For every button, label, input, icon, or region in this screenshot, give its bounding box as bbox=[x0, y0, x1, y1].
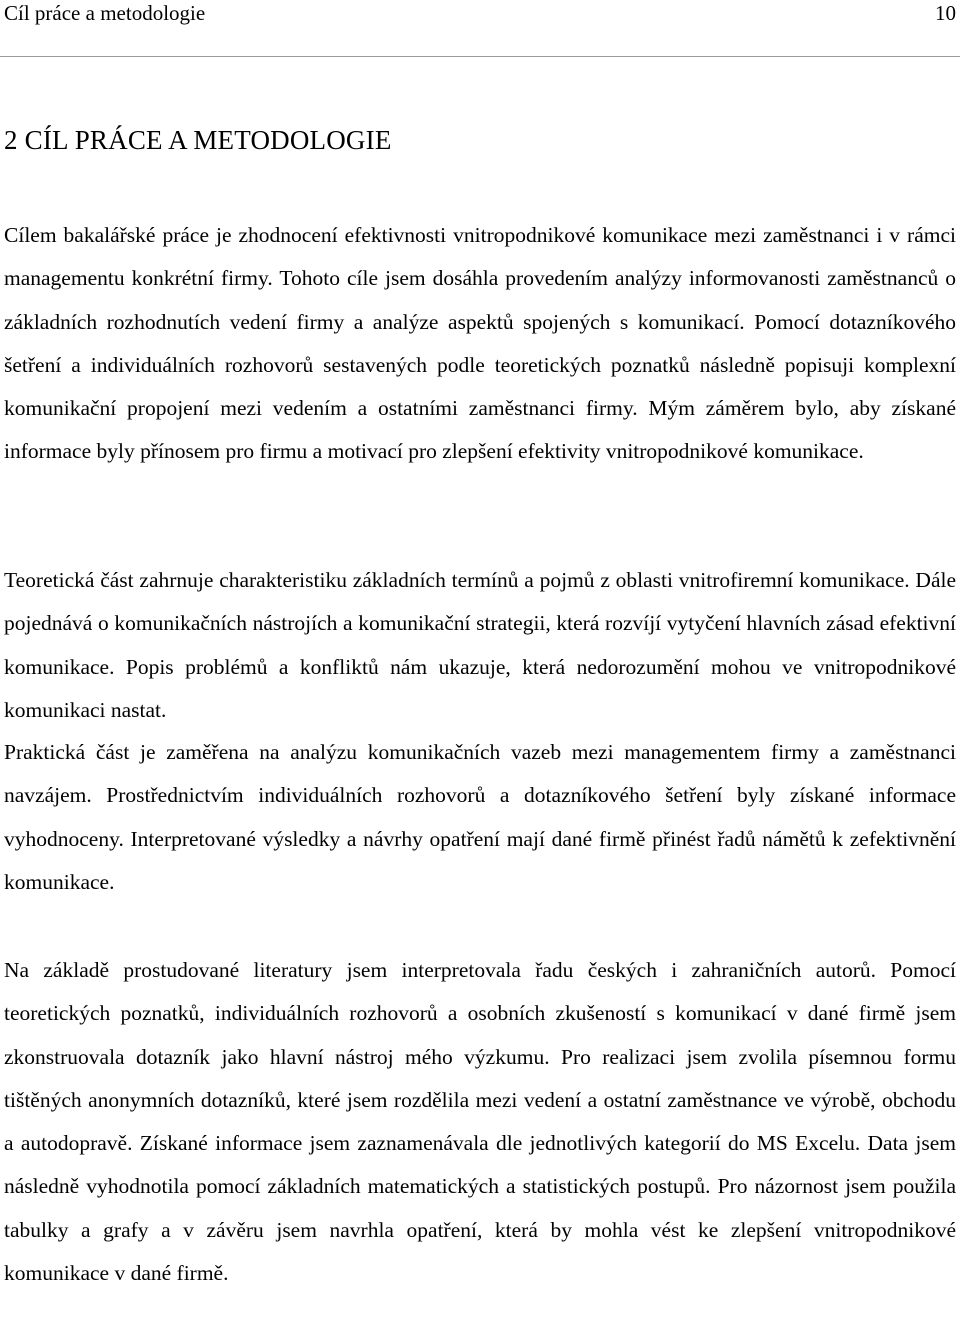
paragraph-theoretical-part: Teoretická část zahrnuje charakteristiku základních termínů a pojmů z oblasti vnitrofiremní komunikace. Dále pojednává o komunikačních nástrojích a komunikační strategii, která rozvíjí vytyčení hlavních zásad efektivní komunikace. Popis problémů a konfliktů nám ukazuje, která nedorozumění mohou ve vnitropodnikové komunikaci nastat. bbox=[4, 568, 956, 722]
chapter-heading: 2 CÍL PRÁCE A METODOLOGIE bbox=[4, 125, 392, 155]
running-header bbox=[4, 0, 956, 28]
page-number: 10 bbox=[935, 1, 956, 25]
paragraph-goal: Cílem bakalářské práce je zhodnocení efektivnosti vnitropodnikové komunikace mezi zaměstnanci i v rámci managementu konkrétní firmy. Tohoto cíle jsem dosáhla provedením analýzy informovanosti zaměstnanců o základních rozhodnutích vedení firmy a analýze aspektů spojených s komunikací. Pomocí dotazníkového šetření a individuálních rozhovorů sestavených podle teoretických poznatků následně popisuji komplexní komunikační propojení mezi vedením a ostatními zaměstnanci firmy. Mým záměrem bylo, aby získané informace byly přínosem pro firmu a motivací pro zlepšení efektivity vnitropodnikové komunikace. bbox=[4, 223, 956, 464]
running-header-title: Cíl práce a metodologie bbox=[4, 1, 206, 25]
header-divider bbox=[0, 56, 960, 57]
paragraph-practical-part: Praktická část je zaměřena na analýzu komunikačních vazeb mezi managementem firmy a zaměstnanci navzájem. Prostřednictvím individuálních rozhovorů a dotazníkového šetření byly získané informace vyhodnoceny. Interpretované výsledky a návrhy opatření mají dané firmě přinést řadů námětů k zefektivnění komunikace. bbox=[4, 740, 956, 894]
paragraph-methodology: Na základě prostudované literatury jsem interpretovala řadu českých i zahraničních autorů. Pomocí teoretických poznatků, individuálních rozhovorů a osobních zkušeností s komunikací v dané firmě jsem zkonstruovala dotazník jako hlavní nástroj mého výzkumu. Pro realizaci jsem zvolila písemnou formu tištěných anonymních dotazníků, které jsem rozdělila mezi vedení a ostatní zaměstnance ve výrobě, obchodu a autodopravě. Získané informace jsem zaznamenávala dle jednotlivých kategorií do MS Excelu. Data jsem následně vyhodnotila pomocí základních matematických a statistických postupů. Pro názornost jsem použila tabulky a grafy a v závěru jsem navrhla opatření, která by mohla vést ke zlepšení vnitropodnikové komunikace v dané firmě. bbox=[4, 958, 956, 1286]
